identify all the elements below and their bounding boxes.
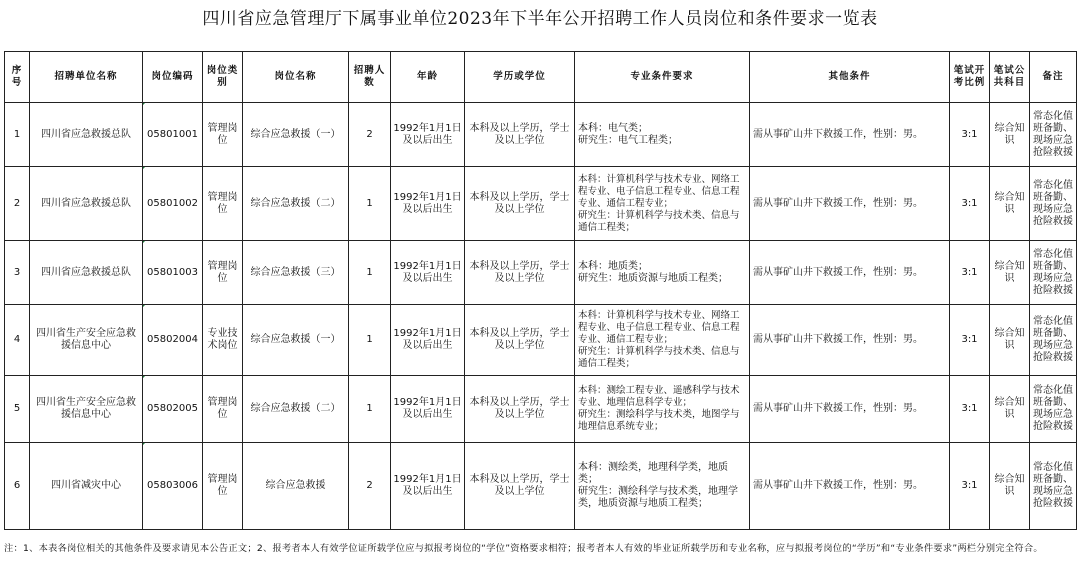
cell-edu: 本科及以上学历，学士及以上学位 [465, 376, 575, 443]
cell-unit: 四川省生产安全应急救援信息中心 [30, 376, 143, 443]
cell-edu: 本科及以上学历，学士及以上学位 [465, 305, 575, 376]
cell-major: 本科：计算机科学与技术专业、网络工程专业、电子信息工程专业、信息工程专业、通信工程专业； 研究生：计算机科学与技术类、信息与通信工程类； [575, 167, 750, 241]
cell-post: 综合应急救援（二） [243, 167, 349, 241]
cell-unit: 四川省应急救援总队 [30, 103, 143, 167]
cell-seq: 3 [5, 241, 30, 305]
cell-category: 专业技术岗位 [203, 305, 243, 376]
footnote: 注：1、本表各岗位相关的其他条件及要求请见本公告正文；2、报考者本人有效学位证所载学位应与拟报考岗位的“学位”资格要求相符；报考者本人有效的毕业证所载学历和专业名称，应与拟报考岗位的“学历”和“专业条件要求”两栏分别完全符合。 [4, 543, 1043, 554]
table-row [5, 167, 1077, 241]
cell-count: 1 [349, 167, 391, 241]
cell-unit: 四川省生产安全应急救援信息中心 [30, 305, 143, 376]
header-unit: 招聘单位名称 [30, 52, 143, 103]
header-post: 岗位名称 [243, 52, 349, 103]
cell-remark: 常态化值班备勤、现场应急抢险救援 [1030, 376, 1077, 443]
cell-major: 本科：测绘类，地理科学类，地质类； 研究生：测绘科学与技术类，地理学类，地质资源与地质工程类； [575, 443, 750, 530]
cell-unit: 四川省应急救援总队 [30, 241, 143, 305]
cell-edu: 本科及以上学历，学士及以上学位 [465, 443, 575, 530]
cell-unit: 四川省应急救援总队 [30, 167, 143, 241]
header-age: 年龄 [391, 52, 465, 103]
cell-post: 综合应急救援（一） [243, 103, 349, 167]
table-row [5, 376, 1077, 443]
cell-ratio: 3:1 [950, 241, 990, 305]
header-remark: 备注 [1030, 52, 1077, 103]
cell-subject: 综合知识 [990, 443, 1030, 530]
cell-age: 1992年1月1日及以后出生 [391, 103, 465, 167]
cell-ratio: 3:1 [950, 103, 990, 167]
cell-age: 1992年1月1日及以后出生 [391, 241, 465, 305]
header-ratio: 笔试开考比例 [950, 52, 990, 103]
cell-major: 本科：计算机科学与技术专业、网络工程专业、电子信息工程专业、信息工程专业、通信工程专业； 研究生：计算机科学与技术类、信息与通信工程类； [575, 305, 750, 376]
cell-age: 1992年1月1日及以后出生 [391, 443, 465, 530]
cell-ratio: 3:1 [950, 167, 990, 241]
cell-ratio: 3:1 [950, 305, 990, 376]
cell-seq: 1 [5, 103, 30, 167]
cell-category: 管理岗位 [203, 167, 243, 241]
cell-post: 综合应急救援 [243, 443, 349, 530]
header-other: 其他条件 [750, 52, 950, 103]
cell-category: 管理岗位 [203, 103, 243, 167]
cell-edu: 本科及以上学历，学士及以上学位 [465, 103, 575, 167]
cell-remark: 常态化值班备勤、现场应急抢险救援 [1030, 167, 1077, 241]
cell-subject: 综合知识 [990, 376, 1030, 443]
header-category: 岗位类别 [203, 52, 243, 103]
recruitment-table [4, 51, 1077, 530]
cell-count: 2 [349, 103, 391, 167]
cell-remark: 常态化值班备勤、现场应急抢险救援 [1030, 305, 1077, 376]
cell-unit: 四川省减灾中心 [30, 443, 143, 530]
header-edu: 学历或学位 [465, 52, 575, 103]
cell-count: 1 [349, 305, 391, 376]
cell-count: 1 [349, 376, 391, 443]
cell-age: 1992年1月1日及以后出生 [391, 376, 465, 443]
cell-code: 05801003 [143, 241, 203, 305]
cell-category: 管理岗位 [203, 241, 243, 305]
cell-code: 05802004 [143, 305, 203, 376]
cell-remark: 常态化值班备勤、现场应急抢险救援 [1030, 103, 1077, 167]
cell-code: 05802005 [143, 376, 203, 443]
cell-code: 05803006 [143, 443, 203, 530]
cell-ratio: 3:1 [950, 376, 990, 443]
header-subject: 笔试公共科目 [990, 52, 1030, 103]
cell-edu: 本科及以上学历，学士及以上学位 [465, 167, 575, 241]
table-row [5, 103, 1077, 167]
cell-subject: 综合知识 [990, 103, 1030, 167]
cell-remark: 常态化值班备勤、现场应急抢险救援 [1030, 241, 1077, 305]
cell-post: 综合应急救援（一） [243, 305, 349, 376]
cell-other: 需从事矿山井下救援工作，性别：男。 [750, 305, 950, 376]
cell-other: 需从事矿山井下救援工作，性别：男。 [750, 376, 950, 443]
cell-other: 需从事矿山井下救援工作，性别：男。 [750, 241, 950, 305]
cell-remark: 常态化值班备勤、现场应急抢险救援 [1030, 443, 1077, 530]
table-header-row [5, 52, 1077, 103]
cell-other: 需从事矿山井下救援工作，性别：男。 [750, 103, 950, 167]
table-row [5, 305, 1077, 376]
cell-major: 本科：测绘工程专业、遥感科学与技术专业、地理信息科学专业； 研究生：测绘科学与技术类，地图学与地理信息系统专业； [575, 376, 750, 443]
cell-subject: 综合知识 [990, 305, 1030, 376]
cell-subject: 综合知识 [990, 167, 1030, 241]
cell-major: 本科：地质类； 研究生：地质资源与地质工程类； [575, 241, 750, 305]
cell-seq: 5 [5, 376, 30, 443]
cell-ratio: 3:1 [950, 443, 990, 530]
header-seq: 序号 [5, 52, 30, 103]
cell-major: 本科：电气类； 研究生：电气工程类； [575, 103, 750, 167]
header-code: 岗位编码 [143, 52, 203, 103]
cell-edu: 本科及以上学历，学士及以上学位 [465, 241, 575, 305]
cell-other: 需从事矿山井下救援工作，性别：男。 [750, 443, 950, 530]
cell-other: 需从事矿山井下救援工作，性别：男。 [750, 167, 950, 241]
cell-age: 1992年1月1日及以后出生 [391, 167, 465, 241]
cell-code: 05801001 [143, 103, 203, 167]
cell-seq: 4 [5, 305, 30, 376]
cell-age: 1992年1月1日及以后出生 [391, 305, 465, 376]
cell-seq: 6 [5, 443, 30, 530]
header-count: 招聘人数 [349, 52, 391, 103]
cell-category: 管理岗位 [203, 443, 243, 530]
cell-post: 综合应急救援（二） [243, 376, 349, 443]
page-title: 四川省应急管理厅下属事业单位2023年下半年公开招聘工作人员岗位和条件要求一览表 [202, 9, 878, 29]
cell-category: 管理岗位 [203, 376, 243, 443]
cell-seq: 2 [5, 167, 30, 241]
header-major: 专业条件要求 [575, 52, 750, 103]
cell-post: 综合应急救援（三） [243, 241, 349, 305]
cell-code: 05801002 [143, 167, 203, 241]
cell-count: 2 [349, 443, 391, 530]
table-row [5, 443, 1077, 530]
table-row [5, 241, 1077, 305]
cell-subject: 综合知识 [990, 241, 1030, 305]
cell-count: 1 [349, 241, 391, 305]
